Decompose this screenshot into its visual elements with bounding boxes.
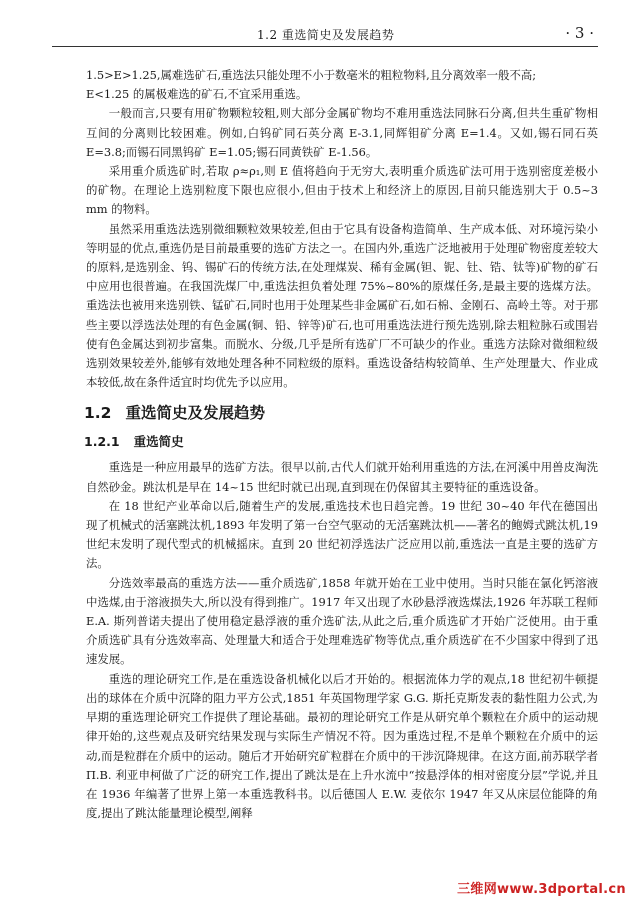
paragraph: 在 18 世纪产业革命以后,随着生产的发展,重选技术也日趋完善。19 世纪 30~40 年代在德国出现了机械式的活塞跳汰机,1893 年发明了第一台空气驱动的无活塞跳汰机——著名的鲍姆式跳汰机,19 世纪末发明了现代型式的机械摇床。直到 20 世纪初浮选法广泛应用以前,重选法一直是主要的选矿方法。 xyxy=(86,498,598,571)
page-body xyxy=(86,66,598,823)
subsection-number: 1.2.1 xyxy=(84,434,120,450)
paragraph: 分选效率最高的重选方法——重介质选矿,1858 年就开始在工业中使用。当时只能在氯化钙溶液中选煤,由于溶液损失大,所以没有得到推广。1917 年又出现了水砂悬浮液选煤法,1926 年苏联工程师 E.A. 斯列普诺夫提出了使用稳定悬浮液的重介选矿法,从此之后,重介质选矿才开始广泛使用。由于重介质选矿具有分选效率高、处理量大和适合于处理难选矿物等优点,重介质选矿在不少国家中得到了迅速发展。 xyxy=(86,575,598,667)
paragraph: 一般而言,只要有用矿物颗粒较粗,则大部分金属矿物均不难用重选法同脉石分离,但共生重矿物相互间的分离则比较困难。例如,白钨矿同石英分离 E-3.1,同辉钼矿分离 E=1.4。又如,锡石同石英 E=3.8;而锡石同黑钨矿 E=1.05;锡石同黄铁矿 E-1.56。 xyxy=(86,106,598,159)
section-heading xyxy=(84,401,598,425)
header-section-title: 1.2 重选简史及发展趋势 xyxy=(257,28,395,42)
running-header xyxy=(52,24,598,47)
paragraph: 虽然采用重选法选别微细颗粒效果较差,但由于它具有设备构造简单、生产成本低、对环境污染小等明显的优点,重选仍是目前最重要的选矿方法之一。在国内外,重选广泛地被用于处理矿物密度差较大的原料,是选别金、钨、锡矿石的传统方法,在处理煤炭、稀有金属(钽、铌、钍、锆、钛等)矿物的矿石中应用也很普遍。在我国洗煤厂中,重选法担负着处理 75%~80%的原煤任务,是最主要的选煤方法。重选法也被用来选别铁、锰矿石,同时也用于处理某些非金属矿石,如石棉、金刚石、高岭土等。对于那些主要以浮选法处理的有色金属(铜、铅、锌等)矿石,也可用重选法进行预先选别,除去粗粒脉石或围岩使有色金属达到初步富集。而脱水、分级,几乎是所有选矿厂不可缺少的作业。重选方法除对微细粒级选别效果较差外,能够有效地处理各种不同粒级的原料。重选设备结构较简单、生产处理量大、作业成本较低,故在条件适宜时均优先予以应用。 xyxy=(86,221,598,390)
subsection-heading xyxy=(84,432,598,452)
section-title: 重选简史及发展趋势 xyxy=(125,404,265,423)
watermark: 三维网www.3dportal.cn xyxy=(457,882,626,897)
paragraph: 重选是一种应用最早的选矿方法。很早以前,古代人们就开始利用重选的方法,在河溪中用兽皮淘洗自然砂金。跳汰机是早在 14~15 世纪时就已出现,直到现在仍保留其主要特征的重选设备。 xyxy=(86,460,598,494)
paragraph: 1.5>E>1.25,属难选矿石,重选法只能处理不小于数毫米的粗粒物料,且分离效率一般不高; xyxy=(86,68,537,82)
section-number: 1.2 xyxy=(84,404,112,423)
subsection-title: 重选简史 xyxy=(133,434,184,450)
paragraph: E<1.25 的属极难选的矿石,不宜采用重选。 xyxy=(86,87,308,102)
paragraph: 重选的理论研究工作,是在重选设备机械化以后才开始的。根据流体力学的观点,18 世纪初牛顿提出的球体在介质中沉降的阻力平方公式,1851 年英国物理学家 G.G. 斯托克斯发表的黏性阻力公式,为早期的重选理论研究工作提供了理论基础。最初的理论研究工作是从研究单个颗粒在介质中的运动规律开始的,这些观点及研究结果发现与实际生产情况不符。因为重选过程,不是单个颗粒在介质中的运动,而是粒群在介质中的运动。随后才开始研究矿粒群在介质中的干涉沉降规律。在这方面,前苏联学者 П.В. 利亚申柯做了广泛的研究工作,提出了跳汰是在上升水流中“按悬浮体的相对密度分层”学说,并且在 1936 年编著了世界上第一本重选教科书。以后德国人 E.W. 麦依尔 1947 年又从床层位能降的角度,提出了跳汰能量理论模型,阐释 xyxy=(86,671,598,821)
paragraph: 采用重介质选矿时,若取 ρ≈ρ₁,则 E 值将趋向于无穷大,表明重介质选矿法可用于选别密度差极小的矿物。在理论上选别粒度下限也应很小,但由于技术上和经济上的原因,目前只能选别大于 0.5~3 mm 的物料。 xyxy=(86,164,598,217)
page-number: · 3 · xyxy=(565,24,594,42)
